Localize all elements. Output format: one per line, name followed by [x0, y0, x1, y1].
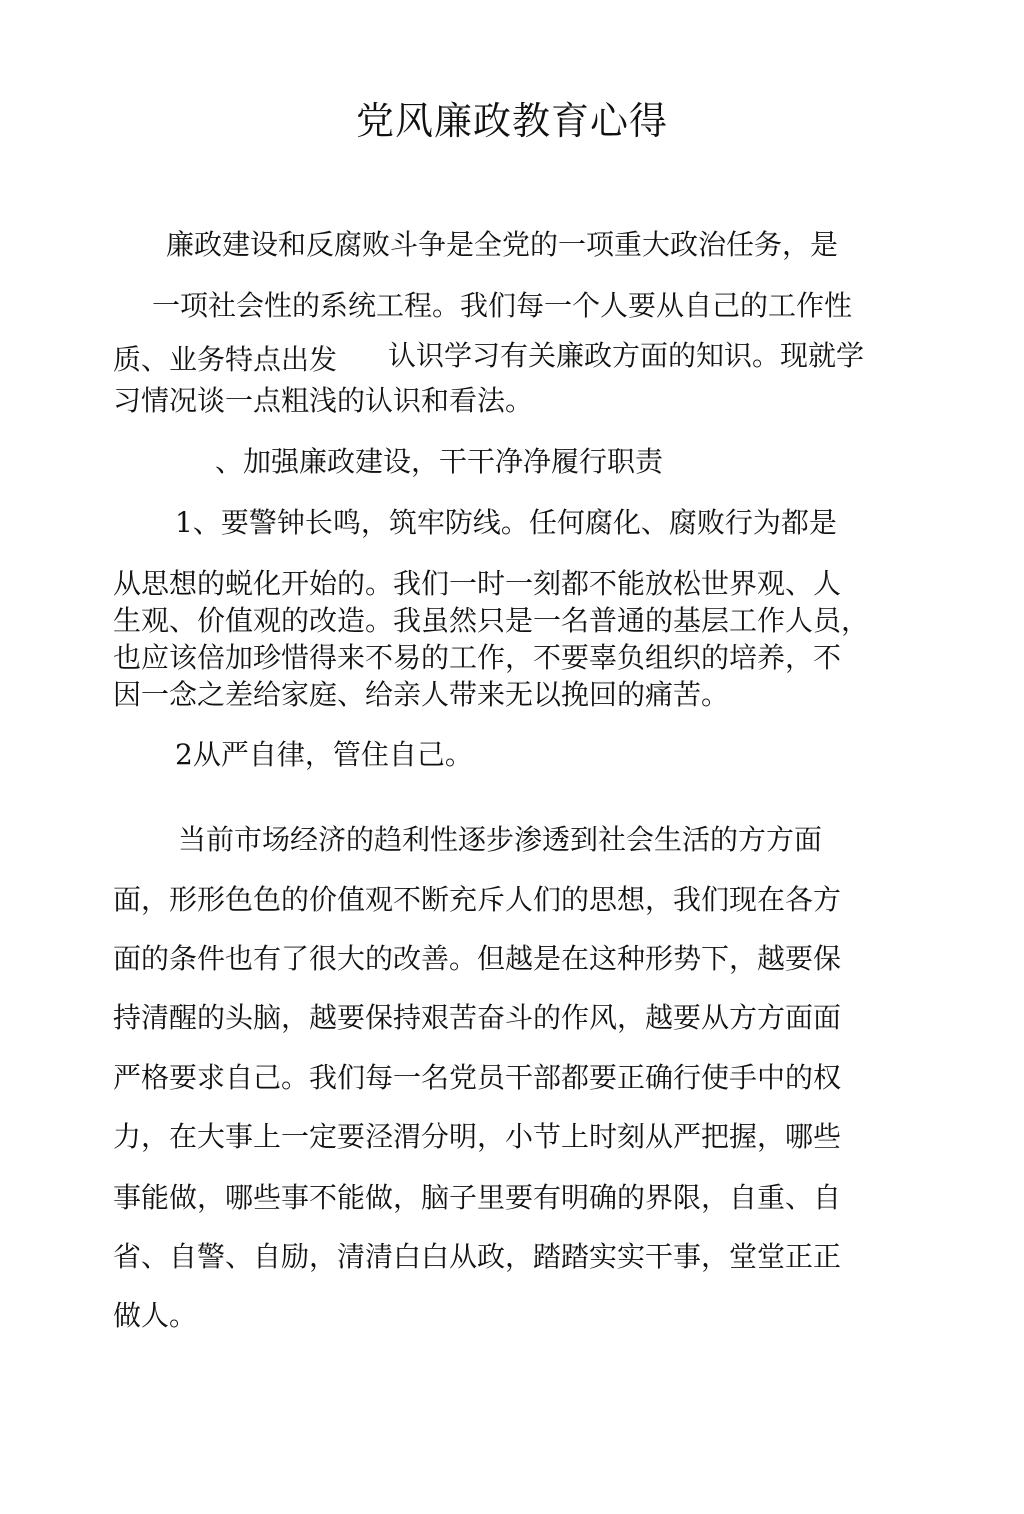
document-title: 党风廉政教育心得	[355, 99, 668, 143]
point1-line-1: 1、要警钟长鸣，筑牢防线。任何腐化、腐败行为都是	[175, 506, 837, 539]
point2-heading: 2从严自律，管住自己。	[175, 738, 473, 771]
point2-line-1: 当前市场经济的趋利性逐步渗透到社会生活的方方面	[178, 823, 823, 856]
intro-line-2: 一项社会性的系统工程。我们每一个人要从自己的工作性	[152, 289, 853, 322]
point2-line-2: 面，形形色色的价值观不断充斥人们的思想，我们现在各方	[113, 883, 842, 916]
section-heading: 、加强廉政建设，干干净净履行职责	[215, 445, 664, 478]
intro-line-3a: 质、业务特点出发	[113, 343, 338, 376]
intro-line-1: 廉政建设和反腐败斗争是全党的一项重大政治任务，是	[166, 228, 839, 261]
point2-line-5: 严格要求自己。我们每一名党员干部都要正确行使手中的权	[113, 1061, 842, 1094]
point2-line-9: 做人。	[113, 1299, 198, 1332]
point1-line-2: 从思想的蜕化开始的。我们一时一刻都不能放松世界观、人	[113, 567, 842, 600]
point2-line-8: 省、自警、自励，清清白白从政，踏踏实实干事，堂堂正正	[113, 1240, 842, 1273]
point2-line-6: 力，在大事上一定要泾渭分明，小节上时刻从严把握，哪些	[113, 1120, 842, 1153]
point1-line-4: 也应该倍加珍惜得来不易的工作，不要辜负组织的培养，不	[113, 641, 842, 674]
point2-line-7: 事能做，哪些事不能做，脑子里要有明确的界限，自重、自	[113, 1181, 842, 1214]
intro-line-4: 习情况谈一点粗浅的认识和看法。	[113, 384, 534, 417]
point2-line-4: 持清醒的头脑，越要保持艰苦奋斗的作风，越要从方方面面	[113, 1001, 842, 1034]
point1-line-3: 生观、价值观的改造。我虽然只是一名普通的基层工作人员，	[113, 604, 870, 637]
point2-line-3: 面的条件也有了很大的改善。但越是在这种形势下，越要保	[113, 942, 842, 975]
intro-line-3b: 认识学习有关廉政方面的知识。现就学	[388, 339, 865, 372]
point1-line-5: 因一念之差给家庭、给亲人带来无以挽回的痛苦。	[113, 678, 730, 711]
